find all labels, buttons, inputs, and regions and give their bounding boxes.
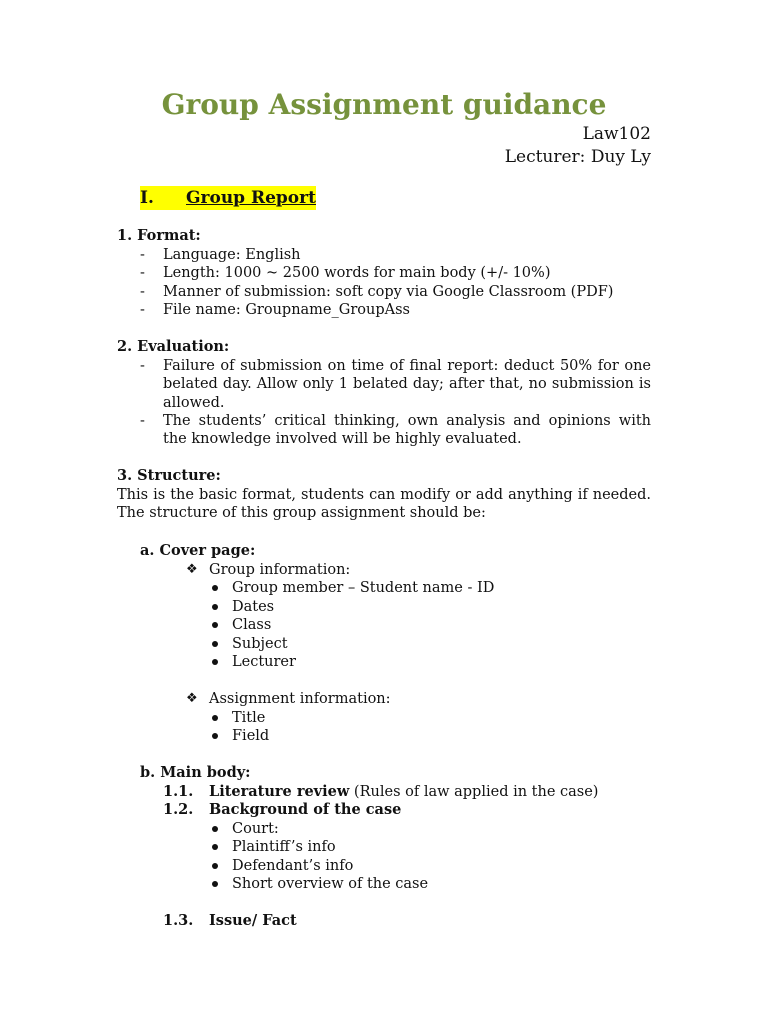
assignment-info-item: Field	[232, 728, 270, 744]
bullet-dot-icon	[212, 715, 218, 721]
cover-page-heading: a. Cover page:	[140, 542, 256, 559]
group-info-item: Group member – Student name - ID	[232, 580, 495, 596]
bullet-dot-icon	[212, 659, 218, 665]
bullet-dot-icon	[212, 881, 218, 887]
group-info-item: Subject	[232, 636, 288, 652]
main-body-heading: b. Main body:	[140, 764, 251, 781]
format-item: Manner of submission: soft copy via Google Classroom (PDF)	[163, 284, 614, 300]
bullet-dot-icon	[212, 604, 218, 610]
evaluation-heading: 2. Evaluation:	[117, 338, 230, 355]
evaluation-item: The students’ critical thinking, own analysis and opinions with the knowledge involved will be highly evaluated.	[163, 413, 651, 448]
bullet-dot-icon	[212, 733, 218, 739]
dash-bullet: -	[140, 413, 145, 429]
background-item: Defendant’s info	[232, 858, 354, 874]
dash-bullet: -	[140, 265, 145, 281]
item-number: 1.3.	[163, 912, 194, 929]
issue-fact-heading: Issue/ Fact	[209, 912, 297, 929]
format-item: Language: English	[163, 247, 301, 263]
section-title: Group Report	[186, 188, 316, 208]
dash-bullet: -	[140, 358, 145, 374]
section-number: I.	[140, 188, 154, 208]
group-info-item: Dates	[232, 599, 275, 615]
bullet-dot-icon	[212, 622, 218, 628]
background-heading: Background of the case	[209, 801, 402, 818]
course-code: Law102	[582, 124, 651, 144]
dash-bullet: -	[140, 302, 145, 318]
lecturer-name: Lecturer: Duy Ly	[504, 147, 651, 167]
literature-review-title: Literature review	[209, 783, 350, 800]
structure-intro: This is the basic format, students can modify or add anything if needed. The structure of this group assignment should be:	[117, 487, 651, 522]
format-heading: 1. Format:	[117, 227, 201, 244]
group-info-item: Class	[232, 617, 272, 633]
item-number: 1.2.	[163, 801, 194, 818]
literature-review-note: (Rules of law applied in the case)	[349, 784, 599, 800]
dash-bullet: -	[140, 247, 145, 263]
bullet-dot-icon	[212, 585, 218, 591]
diamond-bullet-icon: ❖	[186, 691, 198, 706]
literature-review-line	[209, 783, 598, 801]
bullet-dot-icon	[212, 844, 218, 850]
evaluation-item: Failure of submission on time of final report: deduct 50% for one belated day. Allow only 1 belated day; after that, no submission is allowed.	[163, 358, 651, 411]
assignment-info-label: Assignment information:	[209, 691, 391, 707]
document-title: Group Assignment guidance	[161, 88, 607, 121]
background-item: Court:	[232, 821, 279, 837]
bullet-dot-icon	[212, 826, 218, 832]
section-heading	[140, 186, 316, 210]
group-info-label: Group information:	[209, 562, 351, 578]
item-number: 1.1.	[163, 783, 194, 800]
assignment-info-item: Title	[232, 710, 266, 726]
background-item: Plaintiff’s info	[232, 839, 336, 855]
dash-bullet: -	[140, 284, 145, 300]
group-info-item: Lecturer	[232, 654, 296, 670]
bullet-dot-icon	[212, 641, 218, 647]
format-item: Length: 1000 ~ 2500 words for main body (+/- 10%)	[163, 265, 551, 281]
bullet-dot-icon	[212, 863, 218, 869]
background-item: Short overview of the case	[232, 876, 429, 892]
structure-heading: 3. Structure:	[117, 467, 221, 484]
format-item: File name: Groupname_GroupAss	[163, 302, 410, 318]
diamond-bullet-icon: ❖	[186, 562, 198, 577]
